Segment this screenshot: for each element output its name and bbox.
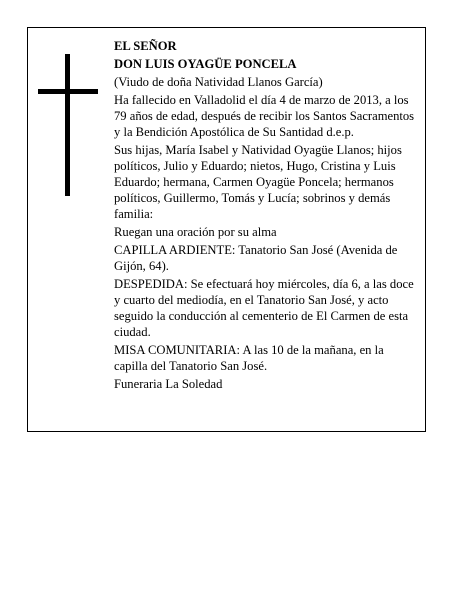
cross-vertical-bar (65, 54, 70, 196)
death-announcement: Ha fallecido en Valladolid el día 4 de marzo de 2013, a los 79 años de edad, después de recibir los Santos Sacramentos y la Bendición Apostólica de Su Santidad d.e.p. (114, 93, 415, 139)
family-list: Sus hijas, María Isabel y Natividad Oyagüe Llanos; hijos políticos, Julio y Eduardo; nietos, Hugo, Cristina y Luis Eduardo; hermana, Carmen Oyagüe Poncela; hermanos políticos, Guillermo, Tomás y Lucía; sobrinos y demás familia: (114, 143, 402, 221)
deceased-name: DON LUIS OYAGÜE PONCELA (114, 57, 297, 71)
obituary-text (114, 38, 418, 394)
farewell-info: DESPEDIDA: Se efectuará hoy miércoles, día 6, a las doce y cuarto del mediodía, en el Tanatorio San José, y acto seguido la conducción al cementerio de El Carmen de esta ciudad. (114, 277, 414, 339)
title-line-1: EL SEÑOR (114, 39, 177, 53)
cross-horizontal-bar (38, 89, 98, 94)
community-mass-info: MISA COMUNITARIA: A las 10 de la mañana, en la capilla del Tanatorio San José. (114, 343, 384, 373)
funeral-chapel-info: CAPILLA ARDIENTE: Tanatorio San José (Avenida de Gijón, 64). (114, 243, 398, 273)
cross-icon (38, 54, 98, 196)
widower-note: (Viudo de doña Natividad Llanos García) (114, 75, 323, 89)
funeral-home: Funeraria La Soledad (114, 377, 223, 391)
prayer-request: Ruegan una oración por su alma (114, 225, 277, 239)
